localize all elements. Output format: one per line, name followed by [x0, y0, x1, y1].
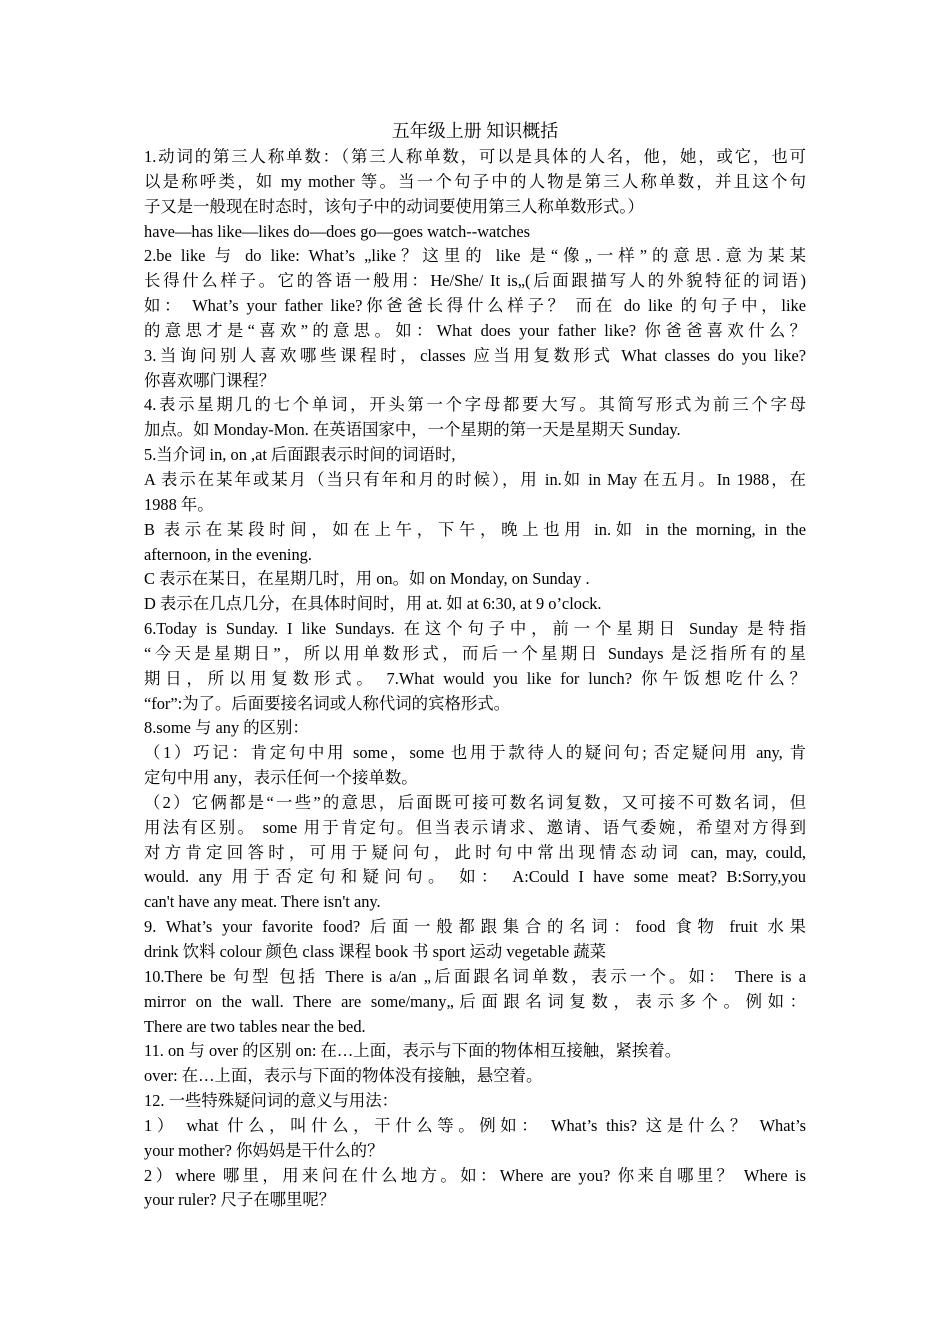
text-line: 1.动词的第三人称单数：（第三人称单数，可以是具体的人名，他，她，或它，也可	[144, 147, 806, 166]
text-line: 5.当介词 in, on ,at 后面跟表示时间的词语时,	[144, 445, 456, 465]
text-line: B 表示在某段时间，如在上午，下午，晚上也用 in.如 in the morning, in the	[144, 519, 806, 539]
text-line: 用法有区别。 some 用于肯定句。但当表示请求、邀请、语气委婉，希望对方得到	[144, 817, 806, 837]
text-line: （2）它俩都是“一些”的意思，后面既可接可数名词复数，又可接不可数名词，但	[144, 792, 806, 812]
text-line: mirror on the wall. There are some/many„后面跟名词复数，表示多个。例如：	[144, 991, 806, 1011]
text-line: drink 饮料 colour 颜色 class 课程 book 书 sport 运动 vegetable 蔬菜	[144, 942, 607, 961]
text-line: 长得什么样子。它的答语一般用：He/She/ It is„(后面跟描写人的外貌特征的词语)	[144, 271, 806, 291]
text-line: D 表示在几点几分，在具体时间时，用 at. 如 at 6:30, at 9 o’clock.	[144, 594, 602, 614]
text-line: can't have any meat. There isn't any.	[144, 892, 381, 912]
text-line: 11. on 与 over 的区别 on: 在…上面，表示与下面的物体相互接触，紧挨着。	[144, 1041, 682, 1061]
text-line: C 表示在某日，在星期几时，用 on。如 on Monday, on Sunday .	[144, 569, 590, 589]
document-body	[144, 145, 806, 1213]
text-line: 1988 年。	[144, 494, 214, 514]
text-line: 子又是一般现在时态时，该句子中的动词要使用第三人称单数形式。）	[144, 196, 644, 216]
text-line: 3.当询问别人喜欢哪些课程时，classes 应当用复数形式 What classes do you like?	[144, 345, 806, 365]
text-line: 4.表示星期几的七个单词，开头第一个字母都要大写。其简写形式为前三个字母	[144, 395, 806, 415]
text-line: your ruler? 尺子在哪里呢？	[144, 1190, 336, 1210]
text-line: afternoon, in the evening.	[144, 544, 312, 564]
text-line: 以是称呼类，如 my mother 等。当一个句子中的人物是第三人称单数，并且这个句	[144, 171, 806, 191]
text-line: （1）巧记：肯定句中用 some，some 也用于款待人的疑问句; 否定疑问用 any, 肯	[144, 743, 806, 763]
text-line: 加点。如 Monday-Mon. 在英语国家中，一个星期的第一天是星期天 Sunday.	[144, 420, 681, 440]
text-line: 如： What’s your father like?你爸爸长得什么样子？ 而在 do like 的句子中，like	[144, 296, 806, 316]
text-line: 8.some 与 any 的区别：	[144, 718, 309, 738]
text-line: “for”:为了。后面要接名词或人称代词的宾格形式。	[144, 693, 511, 713]
text-line: 2.be like 与 do like: What’s „like？这里的 like 是“像„一样”的意思.意为某某	[144, 246, 806, 266]
text-line: would. any 用于否定句和疑问句。 如： A:Could I have some meat? B:Sorry,you	[144, 867, 806, 887]
text-line: 的意思才是“喜欢”的意思。如：What does your father like? 你爸爸喜欢什么？	[144, 320, 806, 340]
text-line: 2）where 哪里，用来问在什么地方。如：Where are you? 你来自哪里？ Where is	[144, 1165, 806, 1185]
text-line: There are two tables near the bed.	[144, 1016, 366, 1036]
text-line: 6.Today is Sunday. I like Sundays. 在这个句子中，前一个星期日 Sunday 是特指	[144, 619, 806, 639]
text-line: your mother? 你妈妈是干什么的？	[144, 1140, 384, 1160]
text-line: 对方肯定回答时，可用于疑问句，此时句中常出现情态动词 can, may, could,	[144, 842, 806, 862]
text-line: have—has like—likes do—does go—goes watch--watches	[144, 221, 530, 241]
document-title: 五年级上册 知识概括	[391, 121, 559, 141]
document-page	[144, 118, 806, 1213]
text-line: A 表示在某年或某月（当只有年和月的时候），用 in.如 in May 在五月。In 1988，在	[144, 469, 806, 489]
text-line: 你喜欢哪门课程？	[144, 370, 276, 390]
text-line: over: 在…上面，表示与下面的物体没有接触，悬空着。	[144, 1066, 543, 1086]
text-line: 期日，所以用复数形式。 7.What would you like for lunch? 你午饭想吃什么？	[144, 668, 806, 688]
text-line: 1） what 什么，叫什么，干什么等。例如： What’s this? 这是什么？ What’s	[144, 1115, 806, 1135]
text-line: 定句中用 any，表示任何一个接单数。	[144, 768, 418, 788]
text-line: “今天是星期日”，所以用单数形式，而后一个星期日 Sundays 是泛指所有的星	[144, 643, 806, 663]
text-line: 9. What’s your favorite food? 后面一般都跟集合的名词：food 食物 fruit 水果	[144, 917, 806, 937]
text-line: 12. 一些特殊疑问词的意义与用法：	[144, 1091, 399, 1111]
text-line: 10.There be 句型 包括 There is a/an „后面跟名词单数，表示一个。如： There is a	[144, 966, 806, 986]
